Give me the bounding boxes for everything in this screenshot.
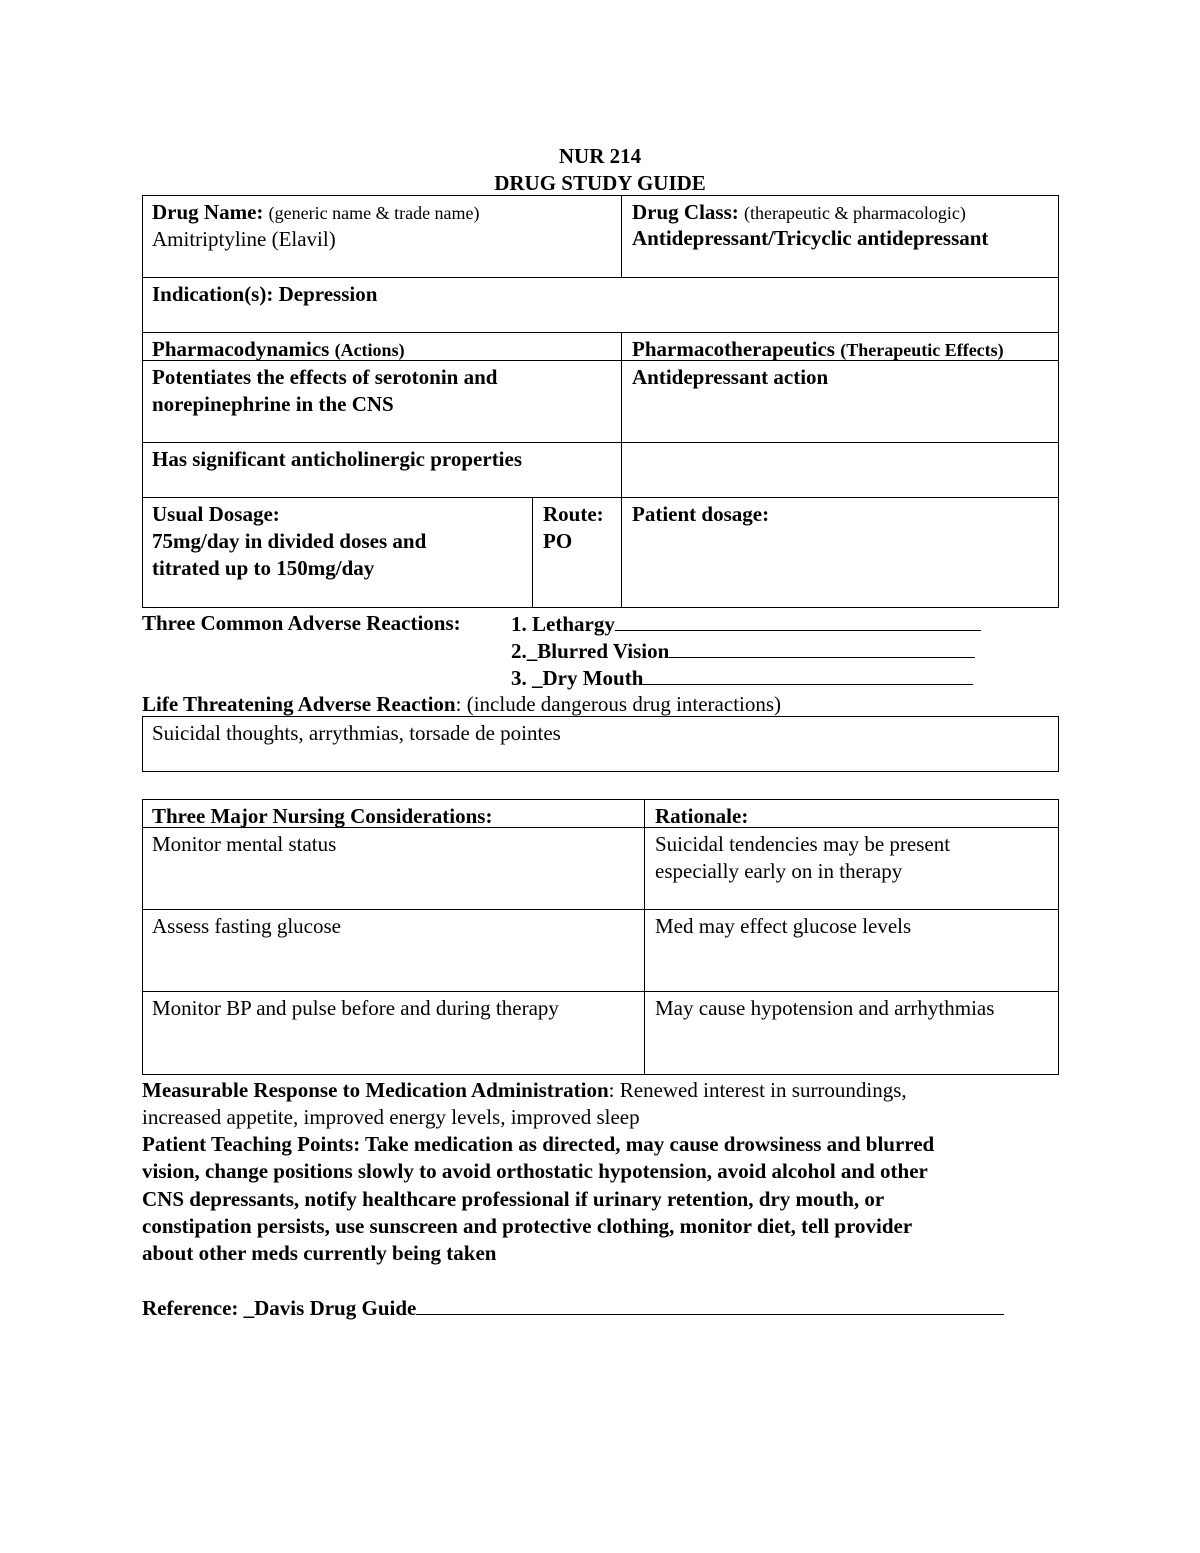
table-divider <box>142 991 1059 992</box>
teaching-line5: about other meds currently being taken <box>142 1241 497 1265</box>
measurable-line1: : Renewed interest in surroundings, <box>608 1078 907 1102</box>
rationale-1-line1: Suicidal tendencies may be present <box>655 832 951 856</box>
route-value: PO <box>543 529 573 553</box>
table-divider <box>621 195 622 278</box>
table-divider <box>142 497 1059 498</box>
rationale-3: May cause hypotension and arrhythmias <box>655 996 995 1020</box>
adverse-item-1-text: 1. Lethargy <box>511 612 615 636</box>
fill-line <box>669 637 975 658</box>
action-2: Has significant anticholinergic properties <box>152 447 523 471</box>
life-threatening-heading <box>142 691 781 718</box>
adverse-item-3 <box>511 664 973 692</box>
drug-name-cell <box>152 199 480 226</box>
table-divider <box>142 442 1059 443</box>
adverse-item-1 <box>511 610 981 638</box>
drug-class-label: Drug Class: <box>632 200 739 224</box>
usual-dosage-label: Usual Dosage: <box>152 502 280 526</box>
drug-class-cell <box>632 199 966 226</box>
measurable-line2: increased appetite, improved energy levels, improved sleep <box>142 1105 640 1129</box>
reference <box>142 1294 1004 1322</box>
adverse-item-3-text: 3. _Dry Mouth <box>511 666 644 690</box>
course-code: NUR 214 <box>558 144 642 168</box>
drug-name-label: Drug Name: <box>152 200 264 224</box>
fill-line <box>615 610 981 631</box>
teaching-line1: Patient Teaching Points: Take medication as directed, may cause drowsiness and blurred <box>142 1132 935 1156</box>
table-divider <box>532 497 533 608</box>
effect-1: Antidepressant action <box>632 365 829 389</box>
action-1-line2: norepinephrine in the CNS <box>152 392 394 416</box>
drug-name-value: Amitriptyline (Elavil) <box>152 227 336 251</box>
indication-label: Indication(s): <box>152 282 274 306</box>
rationale-1-line2: especially early on in therapy <box>655 859 903 883</box>
indication-value: Depression <box>278 282 378 306</box>
pharmacotherapeutics-label: Pharmacotherapeutics <box>632 337 835 361</box>
pharmacotherapeutics-hint: (Therapeutic Effects) <box>840 340 1004 360</box>
pharmacodynamics-header <box>152 336 405 363</box>
table-divider <box>621 332 622 608</box>
adverse-item-2 <box>511 637 975 665</box>
indication-cell <box>152 281 377 308</box>
rationale-header: Rationale: <box>655 804 749 828</box>
table-divider <box>142 277 1059 278</box>
fill-line <box>643 664 973 685</box>
measurable-label: Measurable Response to Medication Administration <box>142 1078 609 1102</box>
reference-label: Reference: <box>142 1296 239 1320</box>
route-label: Route: <box>543 502 604 526</box>
drug-class-value: Antidepressant/Tricyclic antidepressant <box>632 226 989 250</box>
pharmacodynamics-label: Pharmacodynamics <box>152 337 330 361</box>
consideration-1: Monitor mental status <box>152 832 337 856</box>
life-threatening-value: Suicidal thoughts, arrythmias, torsade de pointes <box>152 721 561 745</box>
fill-line <box>416 1294 1004 1315</box>
adverse-item-2-text: 2._Blurred Vision <box>511 639 670 663</box>
page-title: DRUG STUDY GUIDE <box>494 171 706 195</box>
usual-dosage-line2: titrated up to 150mg/day <box>152 556 375 580</box>
rationale-2: Med may effect glucose levels <box>655 914 912 938</box>
consideration-3: Monitor BP and pulse before and during therapy <box>152 996 559 1020</box>
teaching-line3: CNS depressants, notify healthcare professional if urinary retention, dry mouth, or <box>142 1187 885 1211</box>
table-divider <box>142 909 1059 910</box>
reference-value: _Davis Drug Guide <box>243 1296 417 1320</box>
life-threatening-label: Life Threatening Adverse Reaction <box>142 692 456 716</box>
consideration-2: Assess fasting glucose <box>152 914 341 938</box>
pharmacodynamics-hint: (Actions) <box>334 340 405 360</box>
table-divider <box>644 799 645 1075</box>
drug-name-hint: (generic name & trade name) <box>268 203 480 223</box>
teaching-line4: constipation persists, use sunscreen and protective clothing, monitor diet, tell provider <box>142 1214 913 1238</box>
table-divider <box>142 332 1059 333</box>
drug-class-hint: (therapeutic & pharmacologic) <box>744 203 966 223</box>
nursing-header: Three Major Nursing Considerations: <box>152 804 493 828</box>
action-1-line1: Potentiates the effects of serotonin and <box>152 365 498 389</box>
adverse-reactions-label: Three Common Adverse Reactions: <box>142 611 461 635</box>
life-threatening-hint: : (include dangerous drug interactions) <box>455 692 782 716</box>
pharmacotherapeutics-header <box>632 336 1004 363</box>
teaching-line2: vision, change positions slowly to avoid orthostatic hypotension, avoid alcohol and other <box>142 1159 928 1183</box>
patient-dosage-label: Patient dosage: <box>632 502 770 526</box>
measurable-response <box>142 1077 907 1104</box>
usual-dosage-line1: 75mg/day in divided doses and <box>152 529 427 553</box>
